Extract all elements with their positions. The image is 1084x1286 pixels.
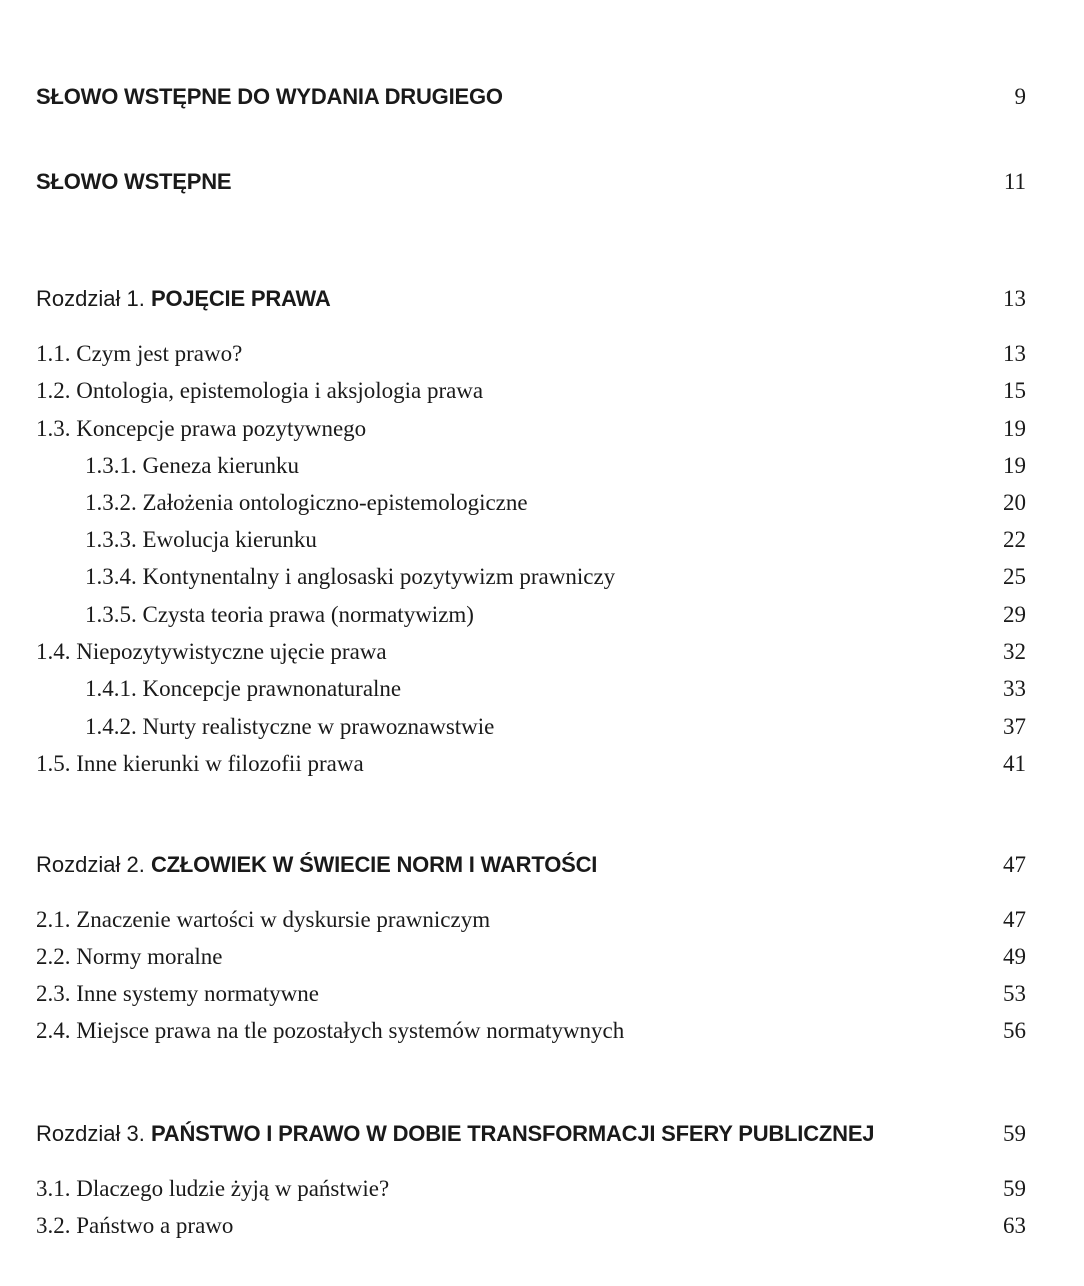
toc-entry bbox=[36, 378, 1026, 404]
toc-entry bbox=[36, 751, 1026, 777]
entry-label: 2.1. Znaczenie wartości w dyskursie prawniczym bbox=[36, 907, 491, 932]
page-number: 29 bbox=[1003, 602, 1026, 627]
entry-label: 1.5. Inne kierunki w filozofii prawa bbox=[36, 751, 364, 776]
entry-label: 1.4.1. Koncepcje prawnonaturalne bbox=[85, 676, 402, 701]
page-number: 47 bbox=[1003, 907, 1026, 932]
chapter-prefix: Rozdział 3. bbox=[36, 1121, 145, 1146]
page-number: 25 bbox=[1003, 564, 1026, 589]
entry-label: 1.4.2. Nurty realistyczne w prawoznawstwie bbox=[85, 714, 495, 739]
toc-subentry bbox=[36, 602, 1026, 628]
entry-label: 2.4. Miejsce prawa na tle pozostałych systemów normatywnych bbox=[36, 1018, 625, 1043]
page-number: 32 bbox=[1003, 639, 1026, 664]
page-number: 11 bbox=[1003, 169, 1026, 194]
toc-subentry bbox=[36, 490, 1026, 516]
chapter-title: PAŃSTWO I PRAWO W DOBIE TRANSFORMACJI SFERY PUBLICZNEJ bbox=[150, 1121, 875, 1146]
toc-entry bbox=[36, 944, 1026, 970]
chapter-3-heading bbox=[36, 1121, 1026, 1147]
page-number: 63 bbox=[1003, 1213, 1026, 1238]
page-number: 37 bbox=[1003, 714, 1026, 739]
chapter-prefix: Rozdział 1. bbox=[36, 286, 145, 311]
page-number: 59 bbox=[1003, 1176, 1026, 1201]
entry-label: 1.3.1. Geneza kierunku bbox=[85, 453, 299, 478]
entry-label: 1.2. Ontologia, epistemologia i aksjologia prawa bbox=[36, 378, 484, 403]
page-number: 41 bbox=[1003, 751, 1026, 776]
entry-label: 3.1. Dlaczego ludzie żyją w państwie? bbox=[36, 1176, 390, 1201]
page-number: 19 bbox=[1003, 416, 1026, 441]
entry-label: 1.3.5. Czysta teoria prawa (normatywizm) bbox=[85, 602, 474, 627]
toc-entry bbox=[36, 1018, 1026, 1044]
page-number: 53 bbox=[1003, 981, 1026, 1006]
page-number: 59 bbox=[1003, 1121, 1026, 1146]
toc-entry bbox=[36, 416, 1026, 442]
heading-title: SŁOWO WSTĘPNE DO WYDANIA DRUGIEGO bbox=[36, 84, 503, 109]
chapter-title-line bbox=[36, 852, 597, 878]
toc-subentry bbox=[36, 453, 1026, 479]
chapter-1-heading bbox=[36, 286, 1026, 312]
toc-entry bbox=[36, 639, 1026, 665]
chapter-title: CZŁOWIEK W ŚWIECIE NORM I WARTOŚCI bbox=[150, 852, 598, 877]
chapter-title: POJĘCIE PRAWA bbox=[150, 286, 331, 311]
toc-entry bbox=[36, 341, 1026, 367]
page-number: 49 bbox=[1003, 944, 1026, 969]
page-number: 15 bbox=[1003, 378, 1026, 403]
page-number: 13 bbox=[1003, 341, 1026, 366]
page-number: 33 bbox=[1003, 676, 1026, 701]
toc-preface bbox=[36, 169, 1026, 195]
entry-label: 1.4. Niepozytywistyczne ujęcie prawa bbox=[36, 639, 387, 664]
page-number: 56 bbox=[1003, 1018, 1026, 1043]
page-number: 9 bbox=[1014, 84, 1026, 109]
entry-label: 1.3.2. Założenia ontologiczno-epistemologiczne bbox=[85, 490, 528, 515]
toc-subentry bbox=[36, 714, 1026, 740]
chapter-title-line bbox=[36, 1121, 874, 1147]
page-number: 19 bbox=[1003, 453, 1026, 478]
toc-preface-second bbox=[36, 84, 1026, 110]
page-number: 22 bbox=[1003, 527, 1026, 552]
toc-entry bbox=[36, 1176, 1026, 1202]
toc-entry bbox=[36, 1213, 1026, 1239]
page-number: 47 bbox=[1003, 852, 1026, 877]
toc-entry bbox=[36, 981, 1026, 1007]
entry-label: 1.3.4. Kontynentalny i anglosaski pozytywizm prawniczy bbox=[85, 564, 616, 589]
page-number: 20 bbox=[1003, 490, 1026, 515]
chapter-2-heading bbox=[36, 852, 1026, 878]
entry-label: 1.1. Czym jest prawo? bbox=[36, 341, 243, 366]
entry-label: 2.3. Inne systemy normatywne bbox=[36, 981, 319, 1006]
chapter-title-line bbox=[36, 286, 331, 312]
entry-label: 2.2. Normy moralne bbox=[36, 944, 223, 969]
page-number: 13 bbox=[1003, 286, 1026, 311]
toc-subentry bbox=[36, 527, 1026, 553]
toc-entry bbox=[36, 907, 1026, 933]
toc-subentry bbox=[36, 564, 1026, 590]
toc-subentry bbox=[36, 676, 1026, 702]
heading-title: SŁOWO WSTĘPNE bbox=[36, 169, 232, 194]
entry-label: 1.3.3. Ewolucja kierunku bbox=[85, 527, 317, 552]
chapter-prefix: Rozdział 2. bbox=[36, 852, 145, 877]
entry-label: 1.3. Koncepcje prawa pozytywnego bbox=[36, 416, 367, 441]
entry-label: 3.2. Państwo a prawo bbox=[36, 1213, 234, 1238]
